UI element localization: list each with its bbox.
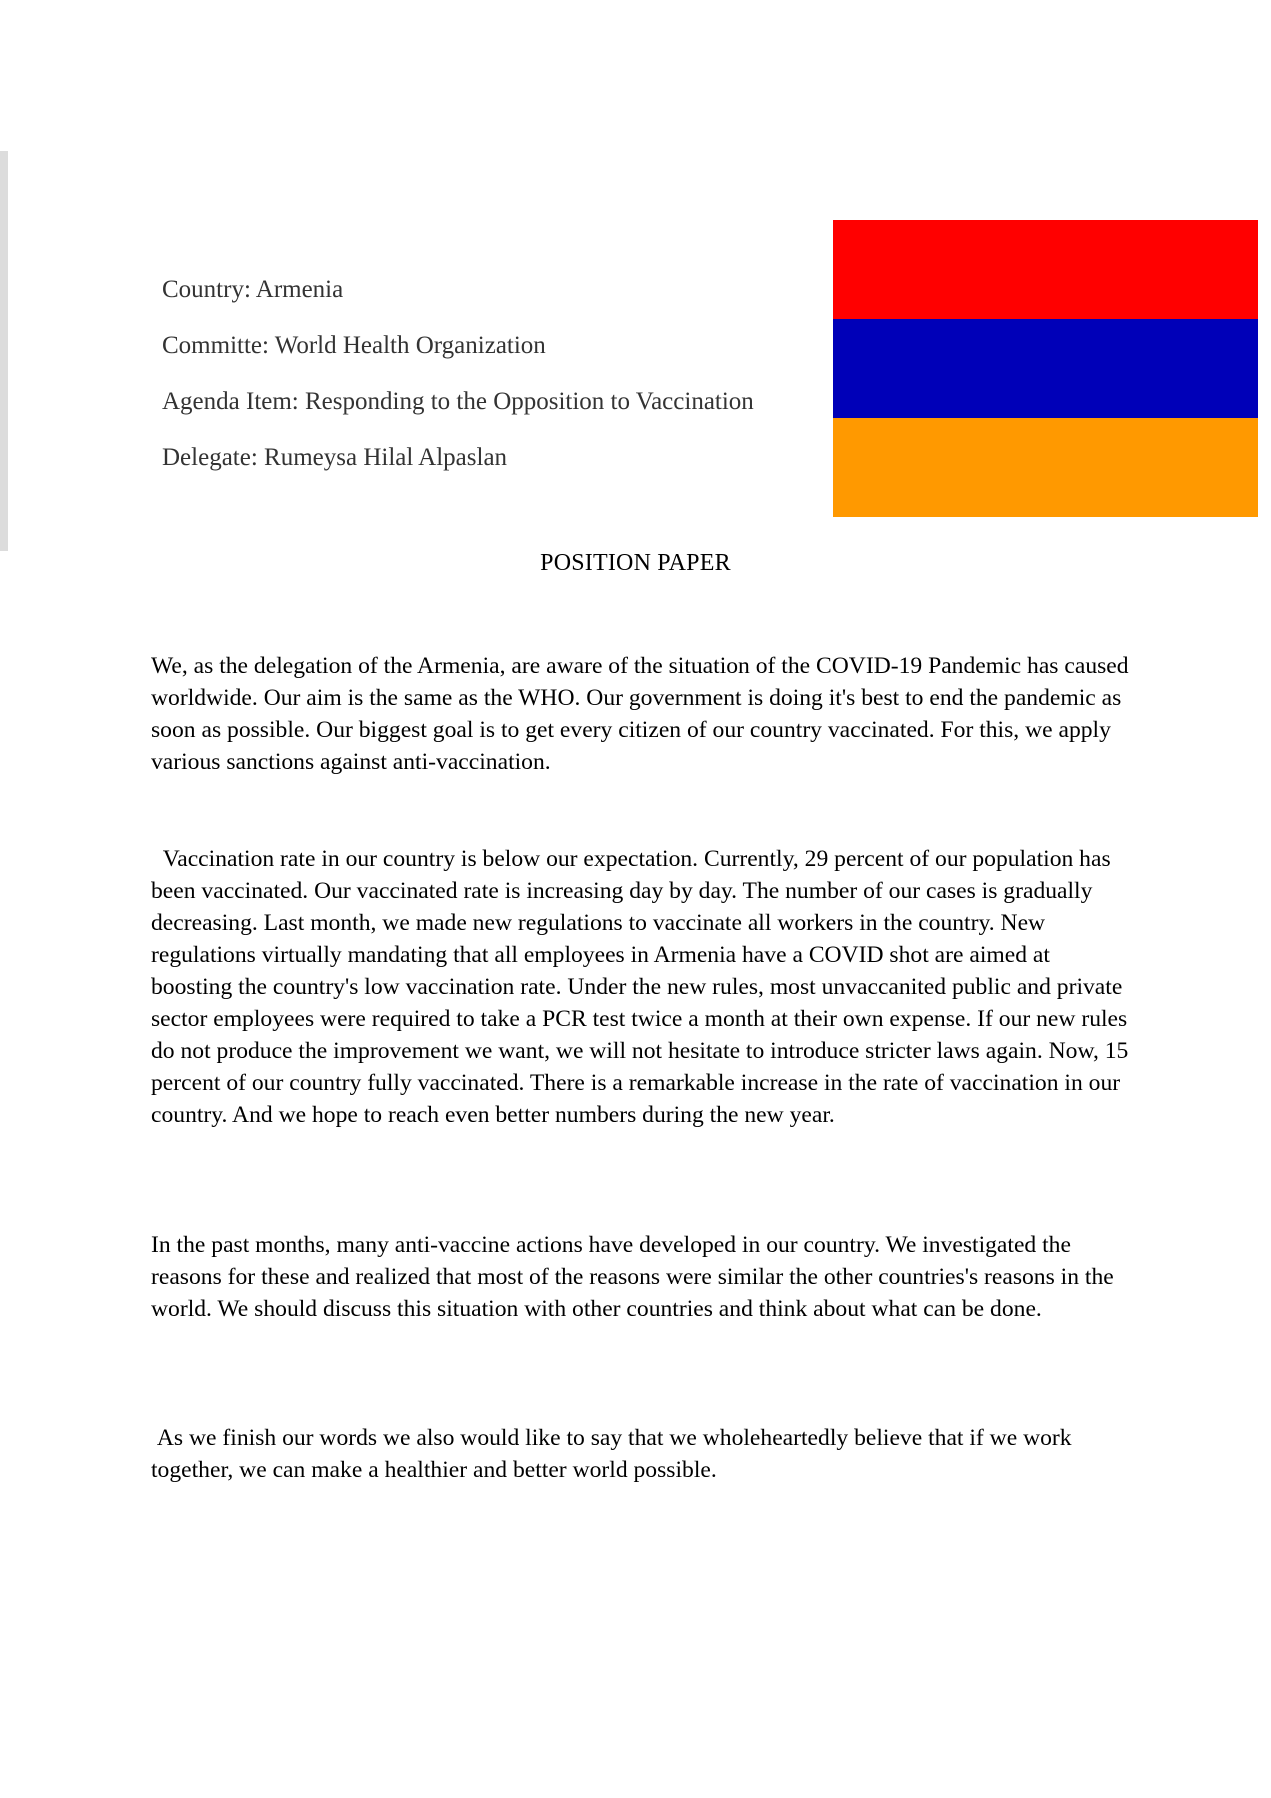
flag-stripe-blue: [833, 319, 1258, 418]
left-margin-rule: [0, 151, 8, 551]
armenia-flag: [833, 220, 1258, 517]
page-title: POSITION PAPER: [540, 550, 731, 576]
country-line: Country: Armenia: [162, 276, 344, 303]
flag-stripe-orange: [833, 418, 1258, 517]
flag-stripe-red: [833, 220, 1258, 319]
paragraph-anti-vaccine: In the past months, many anti-vaccine actions have developed in our country. We investigated the reasons for these and realized that most of the reasons were similar the other countries's reasons in the world. We should discuss this situation with other countries and think about what can be done.: [151, 1232, 1114, 1322]
paragraph-vaccination-rate: Vaccination rate in our country is below our expectation. Currently, 29 percent of our population has been vaccinated. Our vaccinated rate is increasing day by day. The number of our cases is gradually decreasing. Last month, we made new regulations to vaccinate all workers in the country. New regulations virtually mandating that all employees in Armenia have a COVID shot are aimed at boosting the country's low vaccination rate. Under the new rules, most unvaccanited public and private sector employees were required to take a PCR test twice a month at their own expense. If our new rules do not produce the improvement we want, we will not hesitate to introduce stricter laws again. Now, 15 percent of our country fully vaccinated. There is a remarkable increase in the rate of vaccination in our country. And we hope to reach even better numbers during the new year.: [151, 846, 1129, 1128]
delegate-line: Delegate: Rumeysa Hilal Alpaslan: [162, 444, 508, 471]
agenda-line: Agenda Item: Responding to the Opposition to Vaccination: [162, 388, 754, 415]
header-info: [162, 262, 822, 486]
paragraph-closing: As we finish our words we also would like to say that we wholeheartedly believe that if we work together, we can make a healthier and better world possible.: [151, 1425, 1072, 1483]
committee-line: Committe: World Health Organization: [162, 332, 546, 359]
paragraph-intro: We, as the delegation of the Armenia, are aware of the situation of the COVID-19 Pandemic has caused worldwide. Our aim is the same as the WHO. Our government is doing it's best to end the pandemic as soon as possible. Our biggest goal is to get every citizen of our country vaccinated. For this, we apply various sanctions against anti-vaccination.: [151, 653, 1129, 775]
